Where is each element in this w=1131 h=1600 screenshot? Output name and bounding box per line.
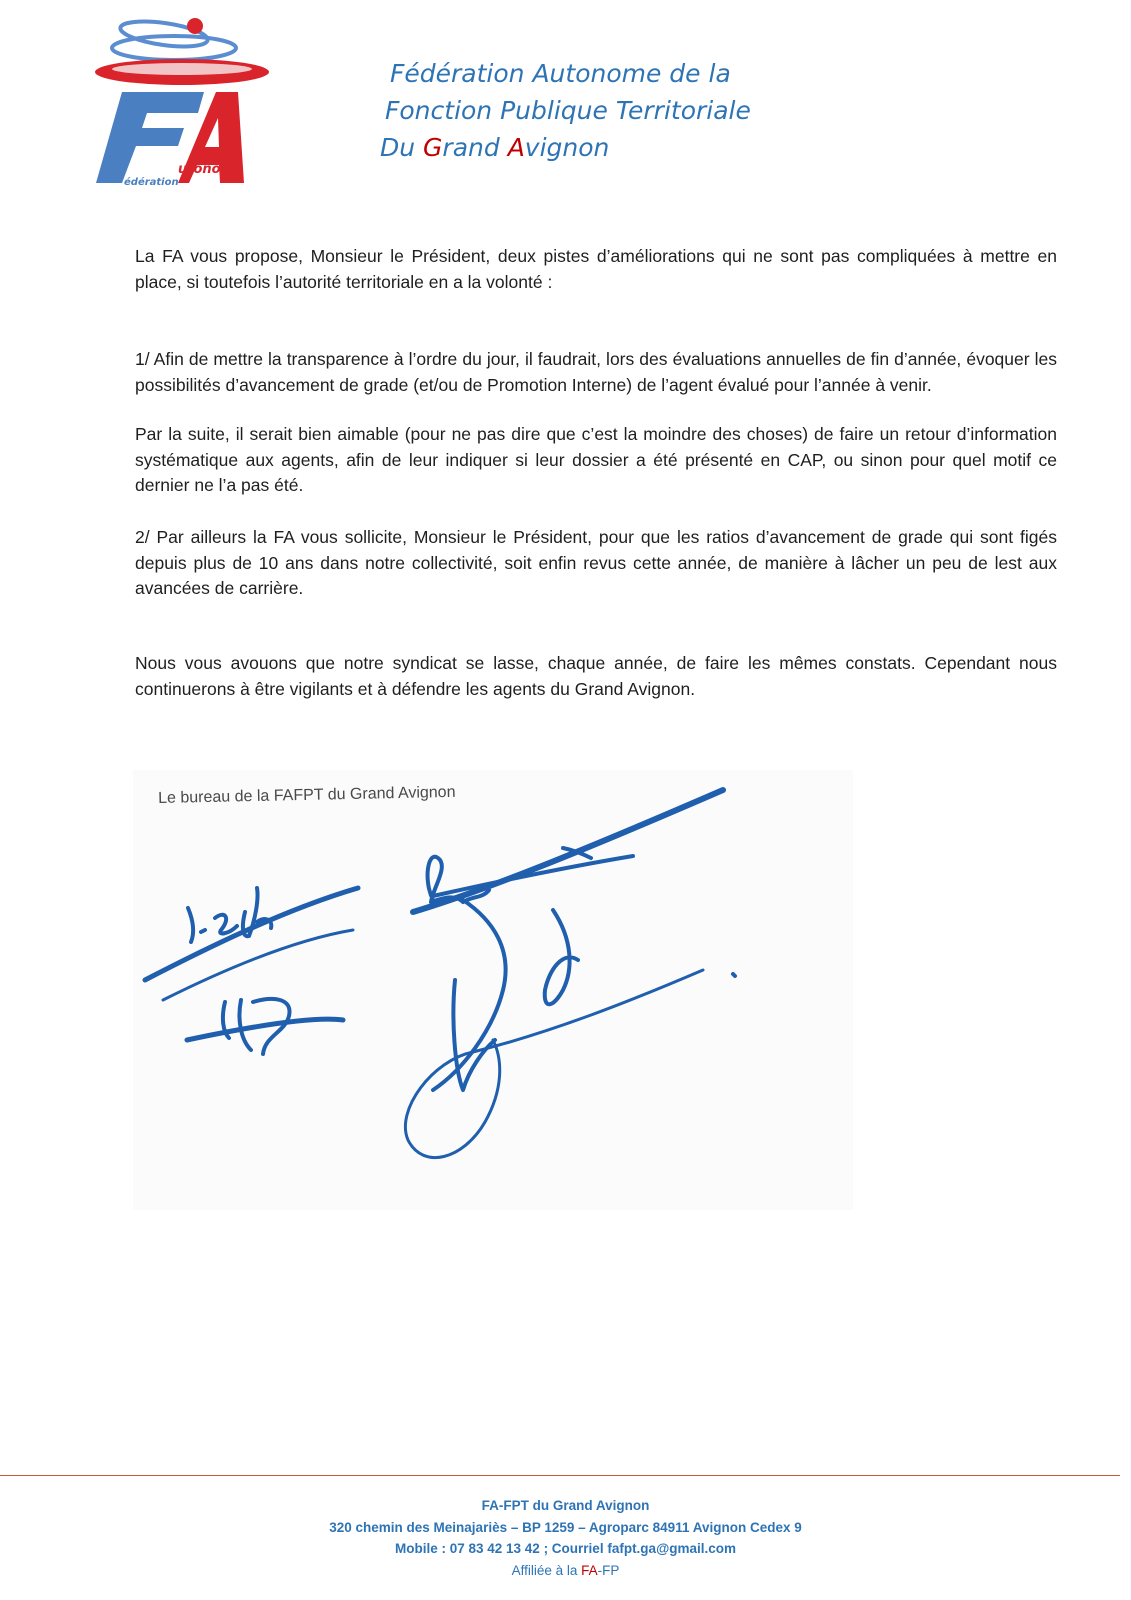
fa-logo [92, 10, 272, 195]
paragraph-point-1: 1/ Afin de mettre la transparence à l’ordre du jour, il faudrait, lors des évaluations annuelles de fin d’année, évoquer les possibilités d’avancement de grade (et/ou de Promotion Interne) de l’agent évalué pour l’année à venir. [135, 349, 1057, 395]
footer-divider [0, 1475, 1120, 1476]
fa-logo-graphic [92, 10, 272, 195]
header-line-1: Fédération Autonome de la [390, 59, 731, 88]
logo-word-federation: édération [124, 177, 179, 188]
signature-left [145, 888, 358, 1054]
paragraph-intro: La FA vous propose, Monsieur le Président, deux pistes d’améliorations qui ne sont pas compliquées à mettre en place, si toutefois l’autorité territoriale en a la volonté : [135, 246, 1057, 292]
footer-org: FA-FPT du Grand Avignon [481, 1498, 650, 1513]
letterhead-title [380, 55, 751, 166]
logo-word-autonome: utonome [178, 162, 243, 177]
handwritten-signatures [133, 770, 853, 1210]
paragraph-point-2: 2/ Par ailleurs la FA vous sollicite, Monsieur le Président, pour que les ratios d’avancement de grade qui sont figés depuis plus de 10 ans dans notre collectivité, soit enfin revus cette année, de manière à lâcher un peu de lest aux avancées de carrière. [135, 527, 1057, 598]
paragraph-point-1-followup: Par la suite, il serait bien aimable (pour ne pas dire que c’est la moindre des choses) de faire un retour d’information systématique aux agents, afin de leur indiquer si leur dossier a été présenté en CAP, ou sinon pour quel motif ce dernier ne l’a pas été. [135, 424, 1057, 495]
footer [0, 1495, 1131, 1581]
footer-address: 320 chemin des Meinajariès – BP 1259 – Agroparc 84911 Avignon Cedex 9 [329, 1519, 802, 1535]
footer-contact: Mobile : 07 83 42 13 42 ; Courriel fafpt.ga@gmail.com [394, 1541, 736, 1556]
header-line-2: Fonction Publique Territoriale [385, 96, 751, 125]
footer-affiliation: Affiliée à la FA-FP [511, 1562, 620, 1578]
signature-right [405, 790, 735, 1158]
signature-caption: Le bureau de la FAFPT du Grand Avignon [158, 783, 456, 807]
header-line-3: Du Grand Avignon [380, 133, 610, 162]
paragraph-closing: Nous vous avouons que notre syndicat se lasse, chaque année, de faire les mêmes constats. Cependant nous continuerons à être vigilants et à défendre les agents du Grand Avignon. [135, 653, 1057, 699]
